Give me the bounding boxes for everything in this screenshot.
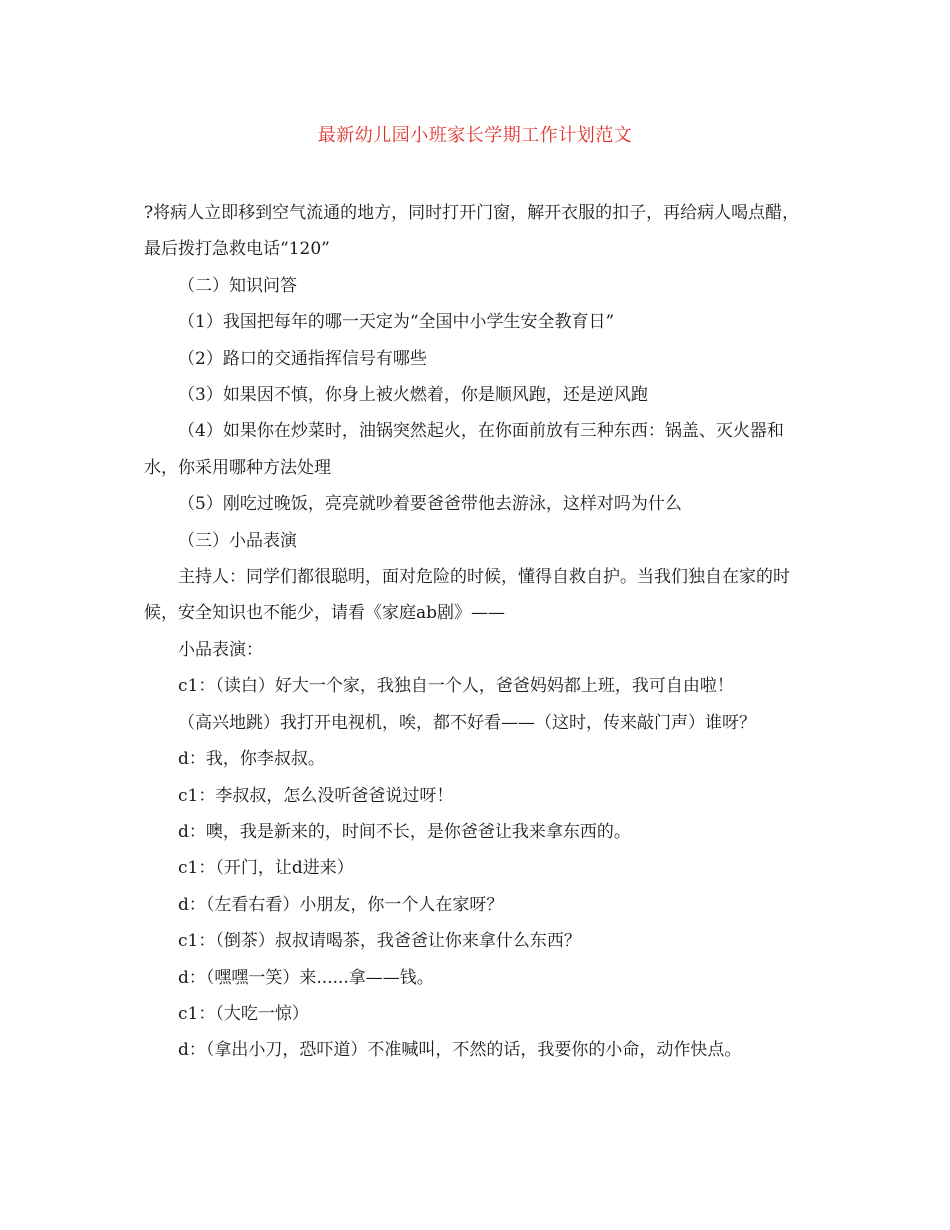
paragraph: d：（拿出小刀，恐吓道）不准喊叫，不然的话，我要你的小命，动作快点。 xyxy=(178,1040,742,1061)
paragraph: 主持人：同学们都很聪明，面对危险的时候，懂得自救自护。当我们独自在家的时候，安全知识也不能少，请看《家庭ab剧》—— xyxy=(144,567,790,624)
paragraph: （1）我国把每年的哪一天定为“全国中小学生安全教育日” xyxy=(178,312,615,333)
paragraph: c1：（倒茶）叔叔请喝茶，我爸爸让你来拿什么东西？ xyxy=(178,931,581,952)
paragraph: ?将病人立即移到空气流通的地方，同时打开门窗，解开衣服的扣子，再给病人喝点醋，最后拨打急救电话“120” xyxy=(144,203,800,260)
paragraph: （三）小品表演 xyxy=(178,530,297,551)
paragraph: （二）知识问答 xyxy=(178,275,297,296)
document-title: 最新幼儿园小班家长学期工作计划范文 xyxy=(317,125,633,146)
paragraph: （2）路口的交通指挥信号有哪些 xyxy=(178,348,427,369)
paragraph: c1：（大吃一惊） xyxy=(178,1003,309,1024)
paragraph: d：（左看右看）小朋友，你一个人在家呀？ xyxy=(178,894,504,915)
paragraph: （4）如果你在炒菜时，油锅突然起火，在你面前放有三种东西：锅盖、灭火器和水，你采用哪种方法处理 xyxy=(144,421,784,478)
paragraph: c1：（读白）好大一个家，我独自一个人，爸爸妈妈都上班，我可自由啦！ xyxy=(178,676,734,697)
paragraph: c1：李叔叔，怎么没听爸爸说过呀！ xyxy=(178,785,454,806)
paragraph: （5）刚吃过晚饭，亮亮就吵着要爸爸带他去游泳，这样对吗为什么 xyxy=(178,494,682,515)
paragraph: （高兴地跳）我打开电视机，唉，都不好看——（这时，传来敲门声）谁呀？ xyxy=(178,712,756,733)
paragraph: d：我，你李叔叔。 xyxy=(178,749,325,770)
document-body xyxy=(144,195,814,1069)
paragraph: d：噢，我是新来的，时间不长，是你爸爸让我来拿东西的。 xyxy=(178,821,631,842)
paragraph: d：（嘿嘿一笑）来......拿——钱。 xyxy=(178,967,434,988)
paragraph: （3）如果因不慎，你身上被火燃着，你是顺风跑，还是逆风跑 xyxy=(178,385,648,406)
paragraph: c1：（开门，让d进来） xyxy=(178,858,354,879)
paragraph: 小品表演： xyxy=(178,639,263,660)
